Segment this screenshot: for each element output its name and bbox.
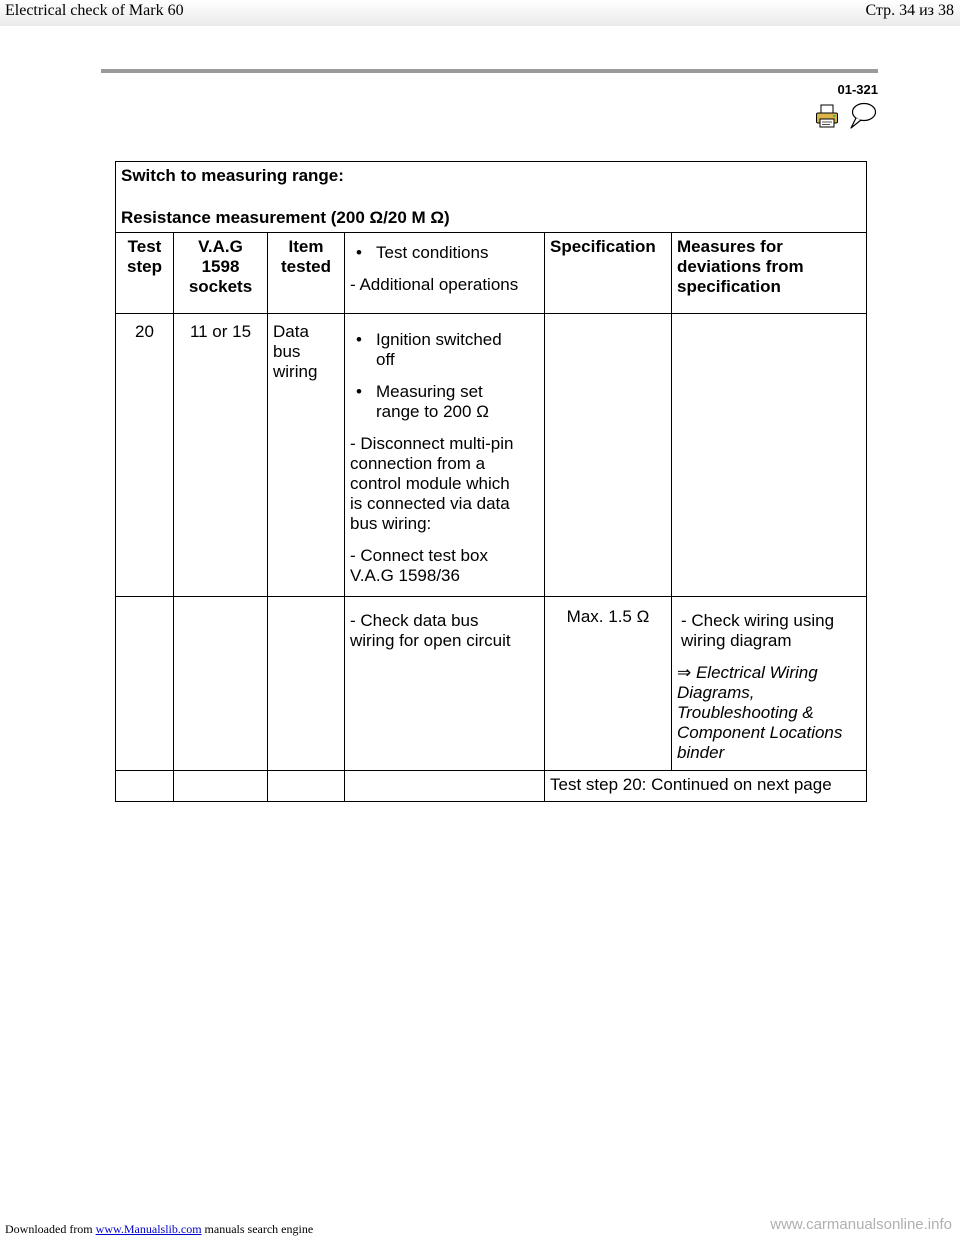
empty-cell bbox=[268, 597, 345, 771]
operation-disconnect: - Disconnect multi-pin connection from a control module which is connected via data bus wiring: bbox=[350, 434, 514, 533]
measures-value: - Check wiring using wiring diagram ⇒ Electrical Wiring Diagrams, Troubleshooting & Component Locations binder bbox=[672, 597, 867, 771]
window-titlebar bbox=[0, 0, 960, 26]
bullet-icon: • bbox=[356, 330, 362, 349]
measuring-range-cell bbox=[116, 162, 867, 233]
empty-cell bbox=[174, 771, 268, 802]
table-row bbox=[116, 597, 867, 771]
empty-cell bbox=[116, 771, 174, 802]
bullet-icon: • bbox=[356, 382, 362, 401]
header-measures: Measures for deviations from specification bbox=[672, 233, 867, 314]
footer-suffix: manuals search engine bbox=[204, 1222, 314, 1236]
operation-check: - Check data bus wiring for open circuit bbox=[345, 597, 545, 771]
table-row bbox=[116, 314, 867, 597]
item-tested: Data bus wiring bbox=[268, 314, 345, 597]
specification-value: Max. 1.5 Ω bbox=[545, 597, 672, 771]
table-row bbox=[116, 771, 867, 802]
header-vag-sockets: V.A.G 1598 sockets bbox=[174, 233, 268, 314]
header-test-step: Test step bbox=[116, 233, 174, 314]
wiring-diagram-link[interactable]: ⇒ Electrical Wiring Diagrams, Troubleshooting & Component Locations binder bbox=[677, 663, 843, 762]
watermark: www.carmanualsonline.info bbox=[770, 1216, 952, 1233]
step-number: 20 bbox=[116, 314, 174, 597]
empty-cell bbox=[174, 597, 268, 771]
header-rule bbox=[101, 69, 878, 73]
header-specification: Specification bbox=[545, 233, 672, 314]
manualslib-link[interactable]: www.Manualslib.com bbox=[95, 1222, 202, 1236]
empty-cell bbox=[345, 771, 545, 802]
resistance-measurement-label: Resistance measurement (200 Ω/20 M Ω) bbox=[121, 208, 450, 227]
empty-cell bbox=[268, 771, 345, 802]
download-footer bbox=[5, 1222, 313, 1237]
header-test-conditions bbox=[345, 233, 545, 314]
printer-icon[interactable] bbox=[815, 104, 839, 128]
continued-note: Test step 20: Continued on next page bbox=[545, 771, 867, 802]
test-step-table bbox=[115, 161, 867, 802]
list-item: • Measuring set range to 200 Ω bbox=[350, 382, 539, 422]
list-item: • Ignition switched off bbox=[350, 330, 539, 370]
bullet-icon: • bbox=[356, 243, 362, 262]
specification-cell bbox=[545, 314, 672, 597]
table-header-row bbox=[116, 233, 867, 314]
header-item-tested: Item tested bbox=[268, 233, 345, 314]
test-conditions-label: Test conditions bbox=[376, 243, 489, 262]
operation-connect: - Connect test box V.A.G 1598/36 bbox=[350, 546, 488, 585]
doc-number: 01-321 bbox=[837, 82, 878, 97]
socket-numbers: 11 or 15 bbox=[174, 314, 268, 597]
conditions-operations bbox=[345, 314, 545, 597]
speech-bubble-icon[interactable] bbox=[847, 102, 877, 130]
footer-prefix: Downloaded from bbox=[5, 1222, 93, 1236]
page-indicator: Стр. 34 из 38 bbox=[865, 2, 954, 19]
empty-cell bbox=[116, 597, 174, 771]
measuring-range-label: Switch to measuring range: bbox=[121, 166, 344, 185]
document-title: Electrical check of Mark 60 bbox=[5, 2, 184, 19]
measures-cell bbox=[672, 314, 867, 597]
additional-operations-label: - Additional operations bbox=[350, 275, 519, 294]
